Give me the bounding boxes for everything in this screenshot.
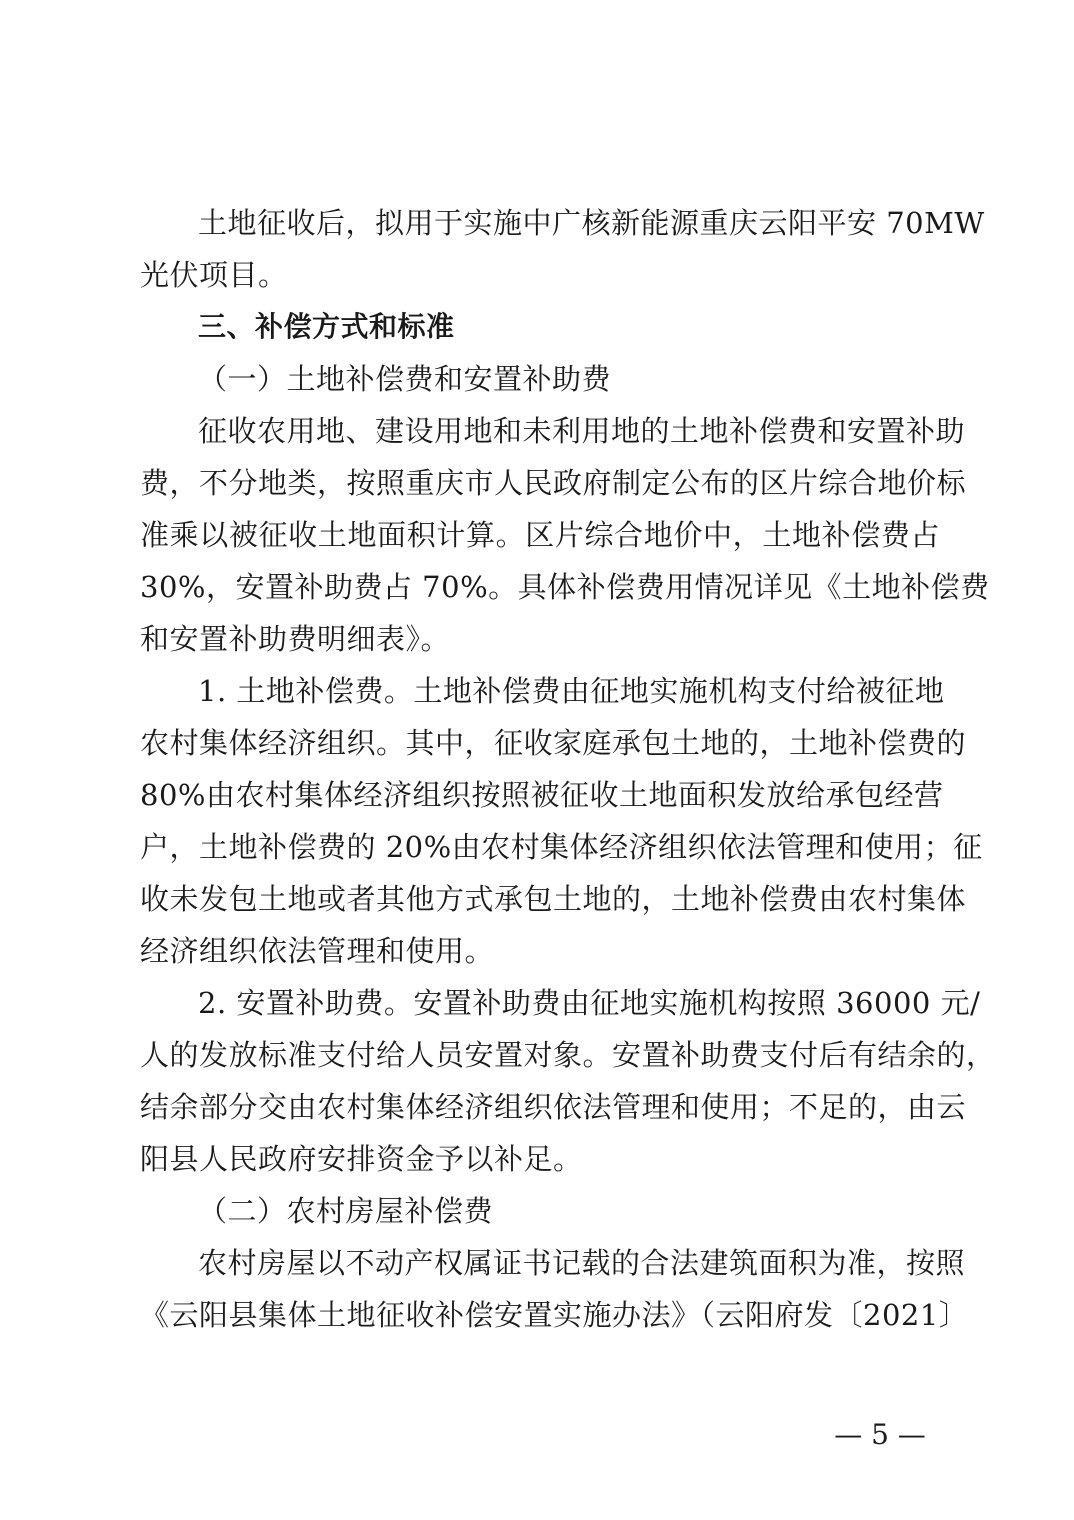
paragraph-line: 征收农用地、建设用地和未利用地的土地补偿费和安置补助: [198, 414, 966, 448]
subsection-heading: （二）农村房屋补偿费: [198, 1194, 494, 1228]
paragraph-line: 人的发放标准支付给人员安置对象。安置补助费支付后有结余的，: [140, 1038, 996, 1072]
paragraph-line: 结余部分交由农村集体经济组织依法管理和使用；不足的，由云: [140, 1090, 967, 1124]
paragraph-line: 准乘以被征收土地面积计算。区片综合地价中，土地补偿费占: [140, 518, 940, 552]
paragraph-line: 2. 安置补助费。安置补助费由征地实施机构按照 36000 元/: [198, 986, 981, 1020]
paragraph-line: 土地征收后，拟用于实施中广核新能源重庆云阳平安 70MW: [198, 206, 985, 240]
paragraph-line: 《云阳县集体土地征收补偿安置实施办法》（云阳府发〔2021〕: [140, 1298, 969, 1332]
paragraph-line: 80%由农村集体经济组织按照被征收土地面积发放给承包经营: [140, 778, 944, 812]
paragraph-line: 光伏项目。: [140, 258, 288, 292]
section-heading: 三、补偿方式和标准: [198, 310, 455, 343]
paragraph-line: 农村房屋以不动产权属证书记载的合法建筑面积为准，按照: [198, 1246, 966, 1280]
paragraph-line: 阳县人民政府安排资金予以补足。: [140, 1142, 583, 1176]
paragraph-line: 和安置补助费明细表》。: [140, 622, 451, 656]
paragraph-line: 收未发包土地或者其他方式承包土地的，土地补偿费由农村集体: [140, 882, 967, 916]
subsection-heading: （一）土地补偿费和安置补助费: [198, 362, 612, 396]
paragraph-line: 费，不分地类，按照重庆市人民政府制定公布的区片综合地价标: [140, 466, 967, 500]
page-number: — 5 —: [834, 1418, 926, 1451]
paragraph-line: 经济组织依法管理和使用。: [140, 934, 495, 968]
paragraph-line: 1. 土地补偿费。土地补偿费由征地实施机构支付给被征地: [198, 674, 945, 708]
paragraph-line: 农村集体经济组织。其中，征收家庭承包土地的，土地补偿费的: [140, 726, 967, 760]
paragraph-line: 户，土地补偿费的 20%由农村集体经济组织依法管理和使用；征: [140, 830, 983, 864]
paragraph-line: 30%，安置补助费占 70%。具体补偿费用情况详见《土地补偿费: [140, 570, 990, 604]
